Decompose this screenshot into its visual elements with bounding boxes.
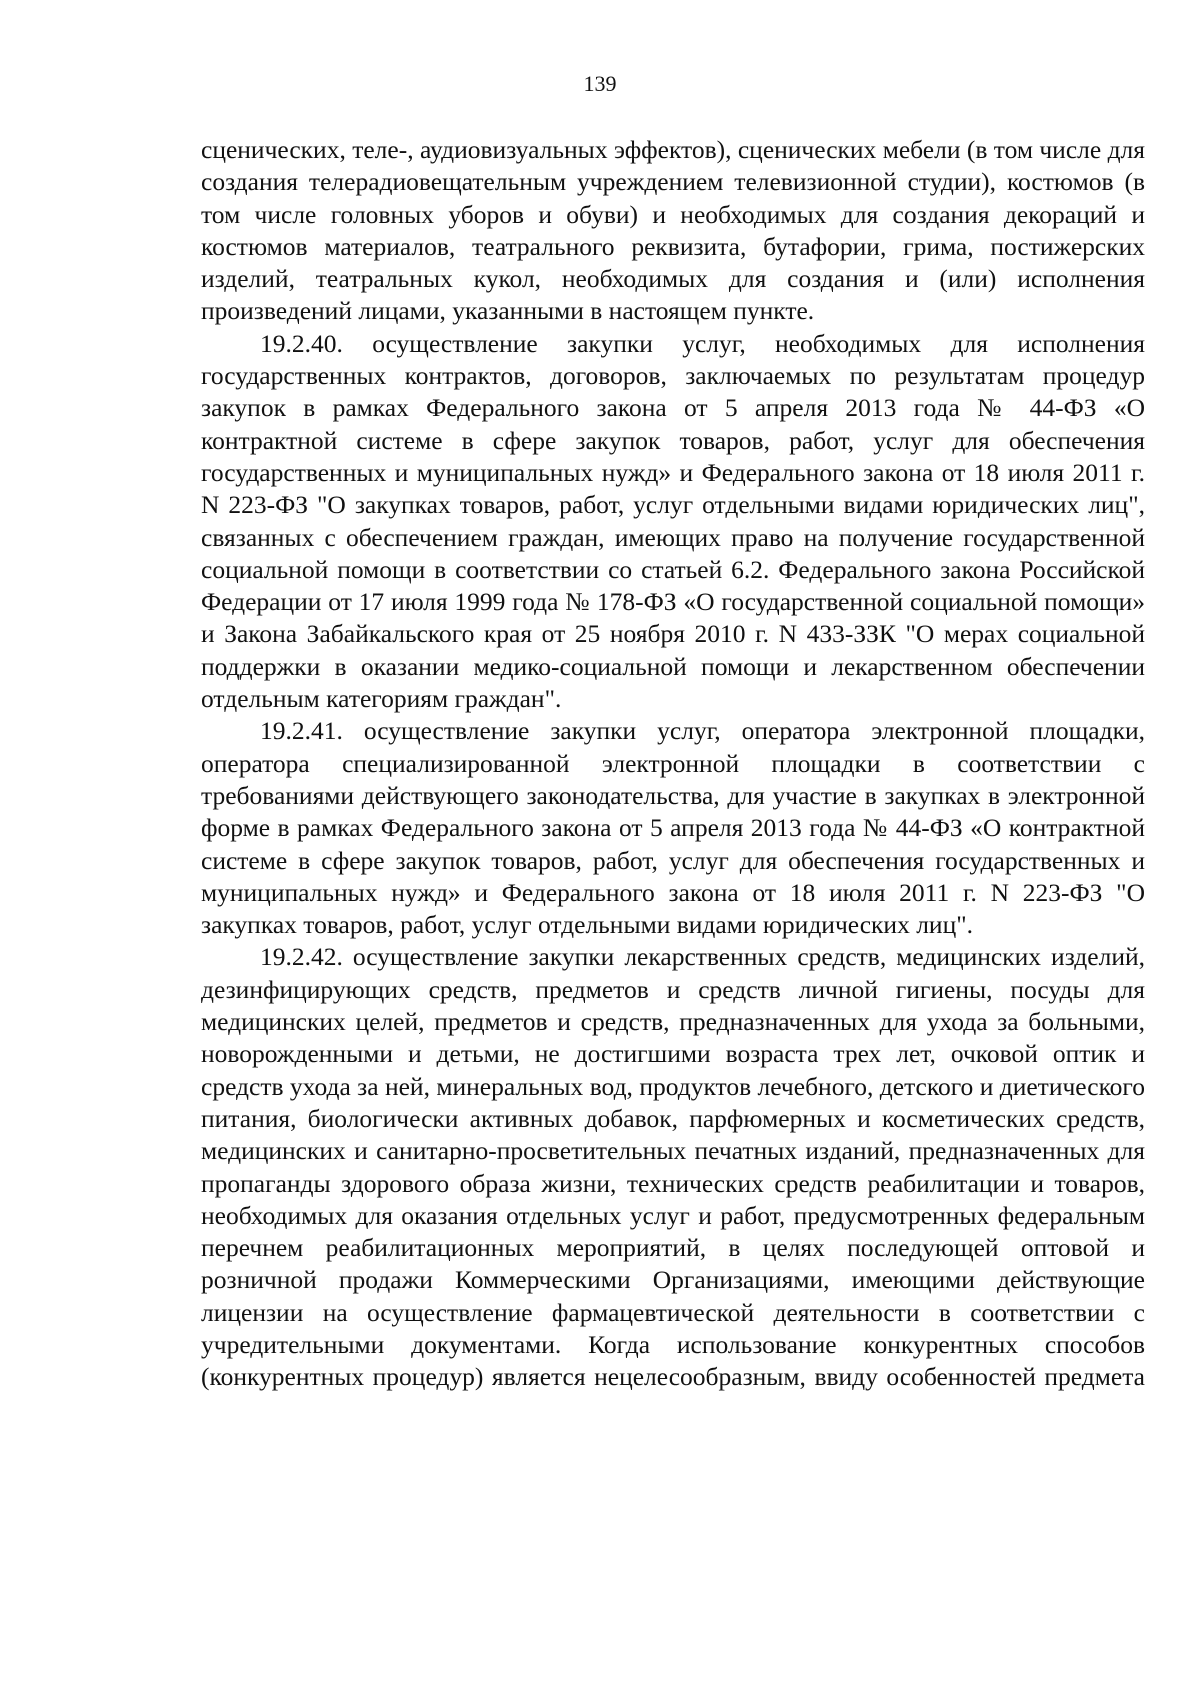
paragraph-19-2-40: 19.2.40. осуществление закупки услуг, необходимых для исполнения государственных контрактов, договоров, заключаемых по результатам процедур закупок в рамках Федерального закона от 5 апреля 2013 года № 44-ФЗ «О контрактной системе в сфере закупок товаров, работ, услуг для обеспечения государственных и муниципальных нужд» и Федерального закона от 18 июля 2011 г. N 223-ФЗ "О закупках товаров, работ, услуг отдельными видами юридических лиц", связанных с обеспечением граждан, имеющих право на получение государственной социальной помощи в соответствии со статьей 6.2. Федерального закона Российской Федерации от 17 июля 1999 года № 178-ФЗ «О государственной социальной помощи» и Закона Забайкальского края от 25 ноября 2010 г. N 433-ЗЗК "О мерах социальной поддержки в оказании медико-социальной помощи и лекарственном обеспечении отдельным категориям граждан".: [201, 328, 1145, 714]
paragraph-19-2-42: 19.2.42. осуществление закупки лекарственных средств, медицинских изделий, дезинфицирующих средств, предметов и средств личной гигиены, посуды для медицинских целей, предметов и средств, предназначенных для ухода за больными, новорожденными и детьми, не достигшими возраста трех лет, очковой оптик и средств ухода за ней, минеральных вод, продуктов лечебного, детского и диетического питания, биологически активных добавок, парфюмерных и косметических средств, медицинских и санитарно-просветительных печатных изданий, предназначенных для пропаганды здорового образа жизни, технических средств реабилитации и товаров, необходимых для оказания отдельных услуг и работ, предусмотренных федеральным перечнем реабилитационных мероприятий, в целях последующей оптовой и розничной продажи Коммерческими Организациями, имеющими действующие лицензии на осуществление фармацевтической деятельности в соответствии с учредительными документами. Когда использование конкурентных способов (конкурентных процедур) является нецелесообразным, ввиду особенностей предмета: [201, 942, 1145, 1392]
document-body: [201, 134, 1145, 1394]
page-number: 139: [583, 71, 617, 96]
paragraph-19-2-41: 19.2.41. осуществление закупки услуг, оператора электронной площадки, оператора специализированной электронной площадки в соответствии с требованиями действующего законодательства, для участие в закупках в электронной форме в рамках Федерального закона от 5 апреля 2013 года № 44-ФЗ «О контрактной системе в сфере закупок товаров, работ, услуг для обеспечения государственных и муниципальных нужд» и Федерального закона от 18 июля 2011 г. N 223-ФЗ "О закупках товаров, работ, услуг отдельными видами юридических лиц".: [201, 716, 1145, 940]
paragraph-continuation: сценических, теле-, аудиовизуальных эффектов), сценических мебели (в том числе для создания телерадиовещательным учреждением телевизионной студии), костюмов (в том числе головных уборов и обуви) и необходимых для создания декораций и костюмов материалов, театрального реквизита, бутафории, грима, постижерских изделий, театральных кукол, необходимых для создания и (или) исполнения произведений лицами, указанными в настоящем пункте.: [201, 135, 1145, 326]
